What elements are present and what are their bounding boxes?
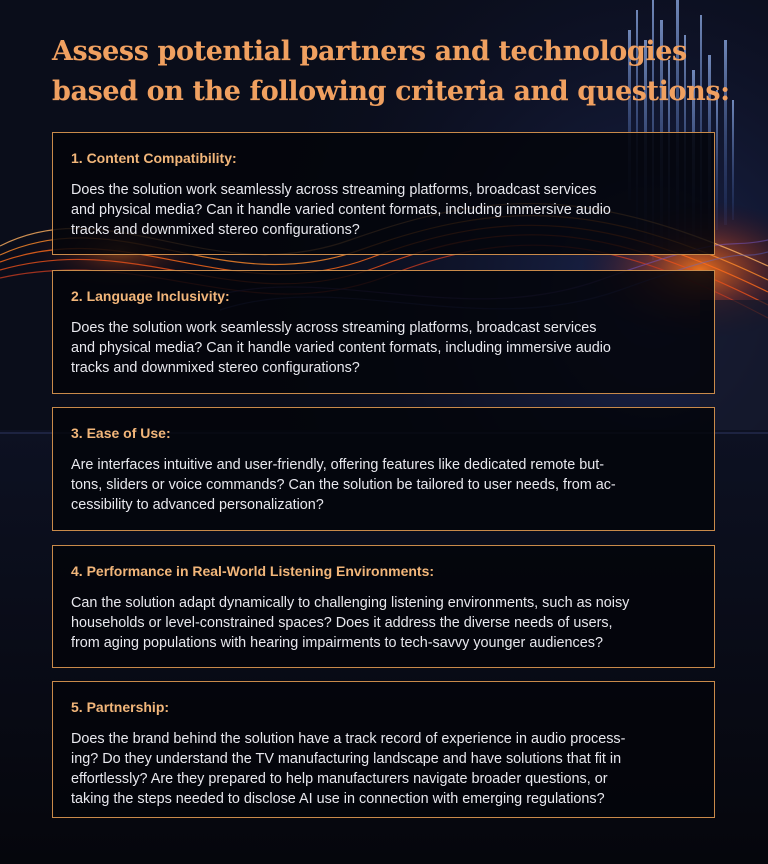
criterion-text-line: tracks and downmixed stereo configurations? [71,360,360,376]
criterion-text-line: cessibility to advanced personalization? [71,497,324,513]
criterion-text-line: ing? Do they understand the TV manufacturing landscape and have solutions that fit in [71,751,622,767]
title-line-1: Assess potential partners and technologies [52,36,687,67]
criterion-text-line: and physical media? Can it handle varied content formats, including immersive audio [71,340,611,356]
criterion-text-line: tracks and downmixed stereo configurations? [71,222,360,238]
criterion-text-line: Are interfaces intuitive and user-friendly, offering features like dedicated remote but- [71,457,605,473]
criterion-heading: 1. Content Compatibility: [71,150,237,166]
criterion-text-line: and physical media? Can it handle varied content formats, including immersive audio [71,202,611,218]
criterion-text-line: households or level-constrained spaces? Does it address the diverse needs of users, [71,615,613,631]
criterion-text-line: Does the solution work seamlessly across streaming platforms, broadcast services [71,182,597,198]
criterion-text [71,729,696,809]
criterion-text [71,318,696,378]
page-title [52,32,752,112]
criterion-text-line: Can the solution adapt dynamically to challenging listening environments, such as noisy [71,595,630,611]
criterion-heading: 3. Ease of Use: [71,425,171,441]
criterion-text-line: effortlessly? Are they prepared to help manufacturers navigate broader questions, or [71,771,608,787]
criterion-text [71,593,696,653]
criterion-card-content-compatibility [52,132,715,255]
criterion-text-line: tons, sliders or voice commands? Can the solution be tailored to user needs, from ac- [71,477,616,493]
criterion-text-line: Does the solution work seamlessly across streaming platforms, broadcast services [71,320,597,336]
criterion-text [71,455,696,515]
title-line-2: based on the following criteria and questions: [52,76,730,107]
criterion-text-line: taking the steps needed to disclose AI use in connection with emerging regulations? [71,791,605,807]
criterion-card-performance [52,545,715,668]
criterion-card-partnership [52,681,715,818]
criterion-card-language-inclusivity [52,270,715,394]
criterion-text-line: Does the brand behind the solution have a track record of experience in audio process- [71,731,626,747]
criterion-card-ease-of-use [52,407,715,531]
criterion-heading: 2. Language Inclusivity: [71,288,230,304]
criterion-text-line: from aging populations with hearing impairments to tech-savvy younger audiences? [71,635,603,651]
criterion-heading: 4. Performance in Real-World Listening Environments: [71,563,435,579]
criterion-heading: 5. Partnership: [71,699,170,715]
criterion-text [71,180,696,240]
